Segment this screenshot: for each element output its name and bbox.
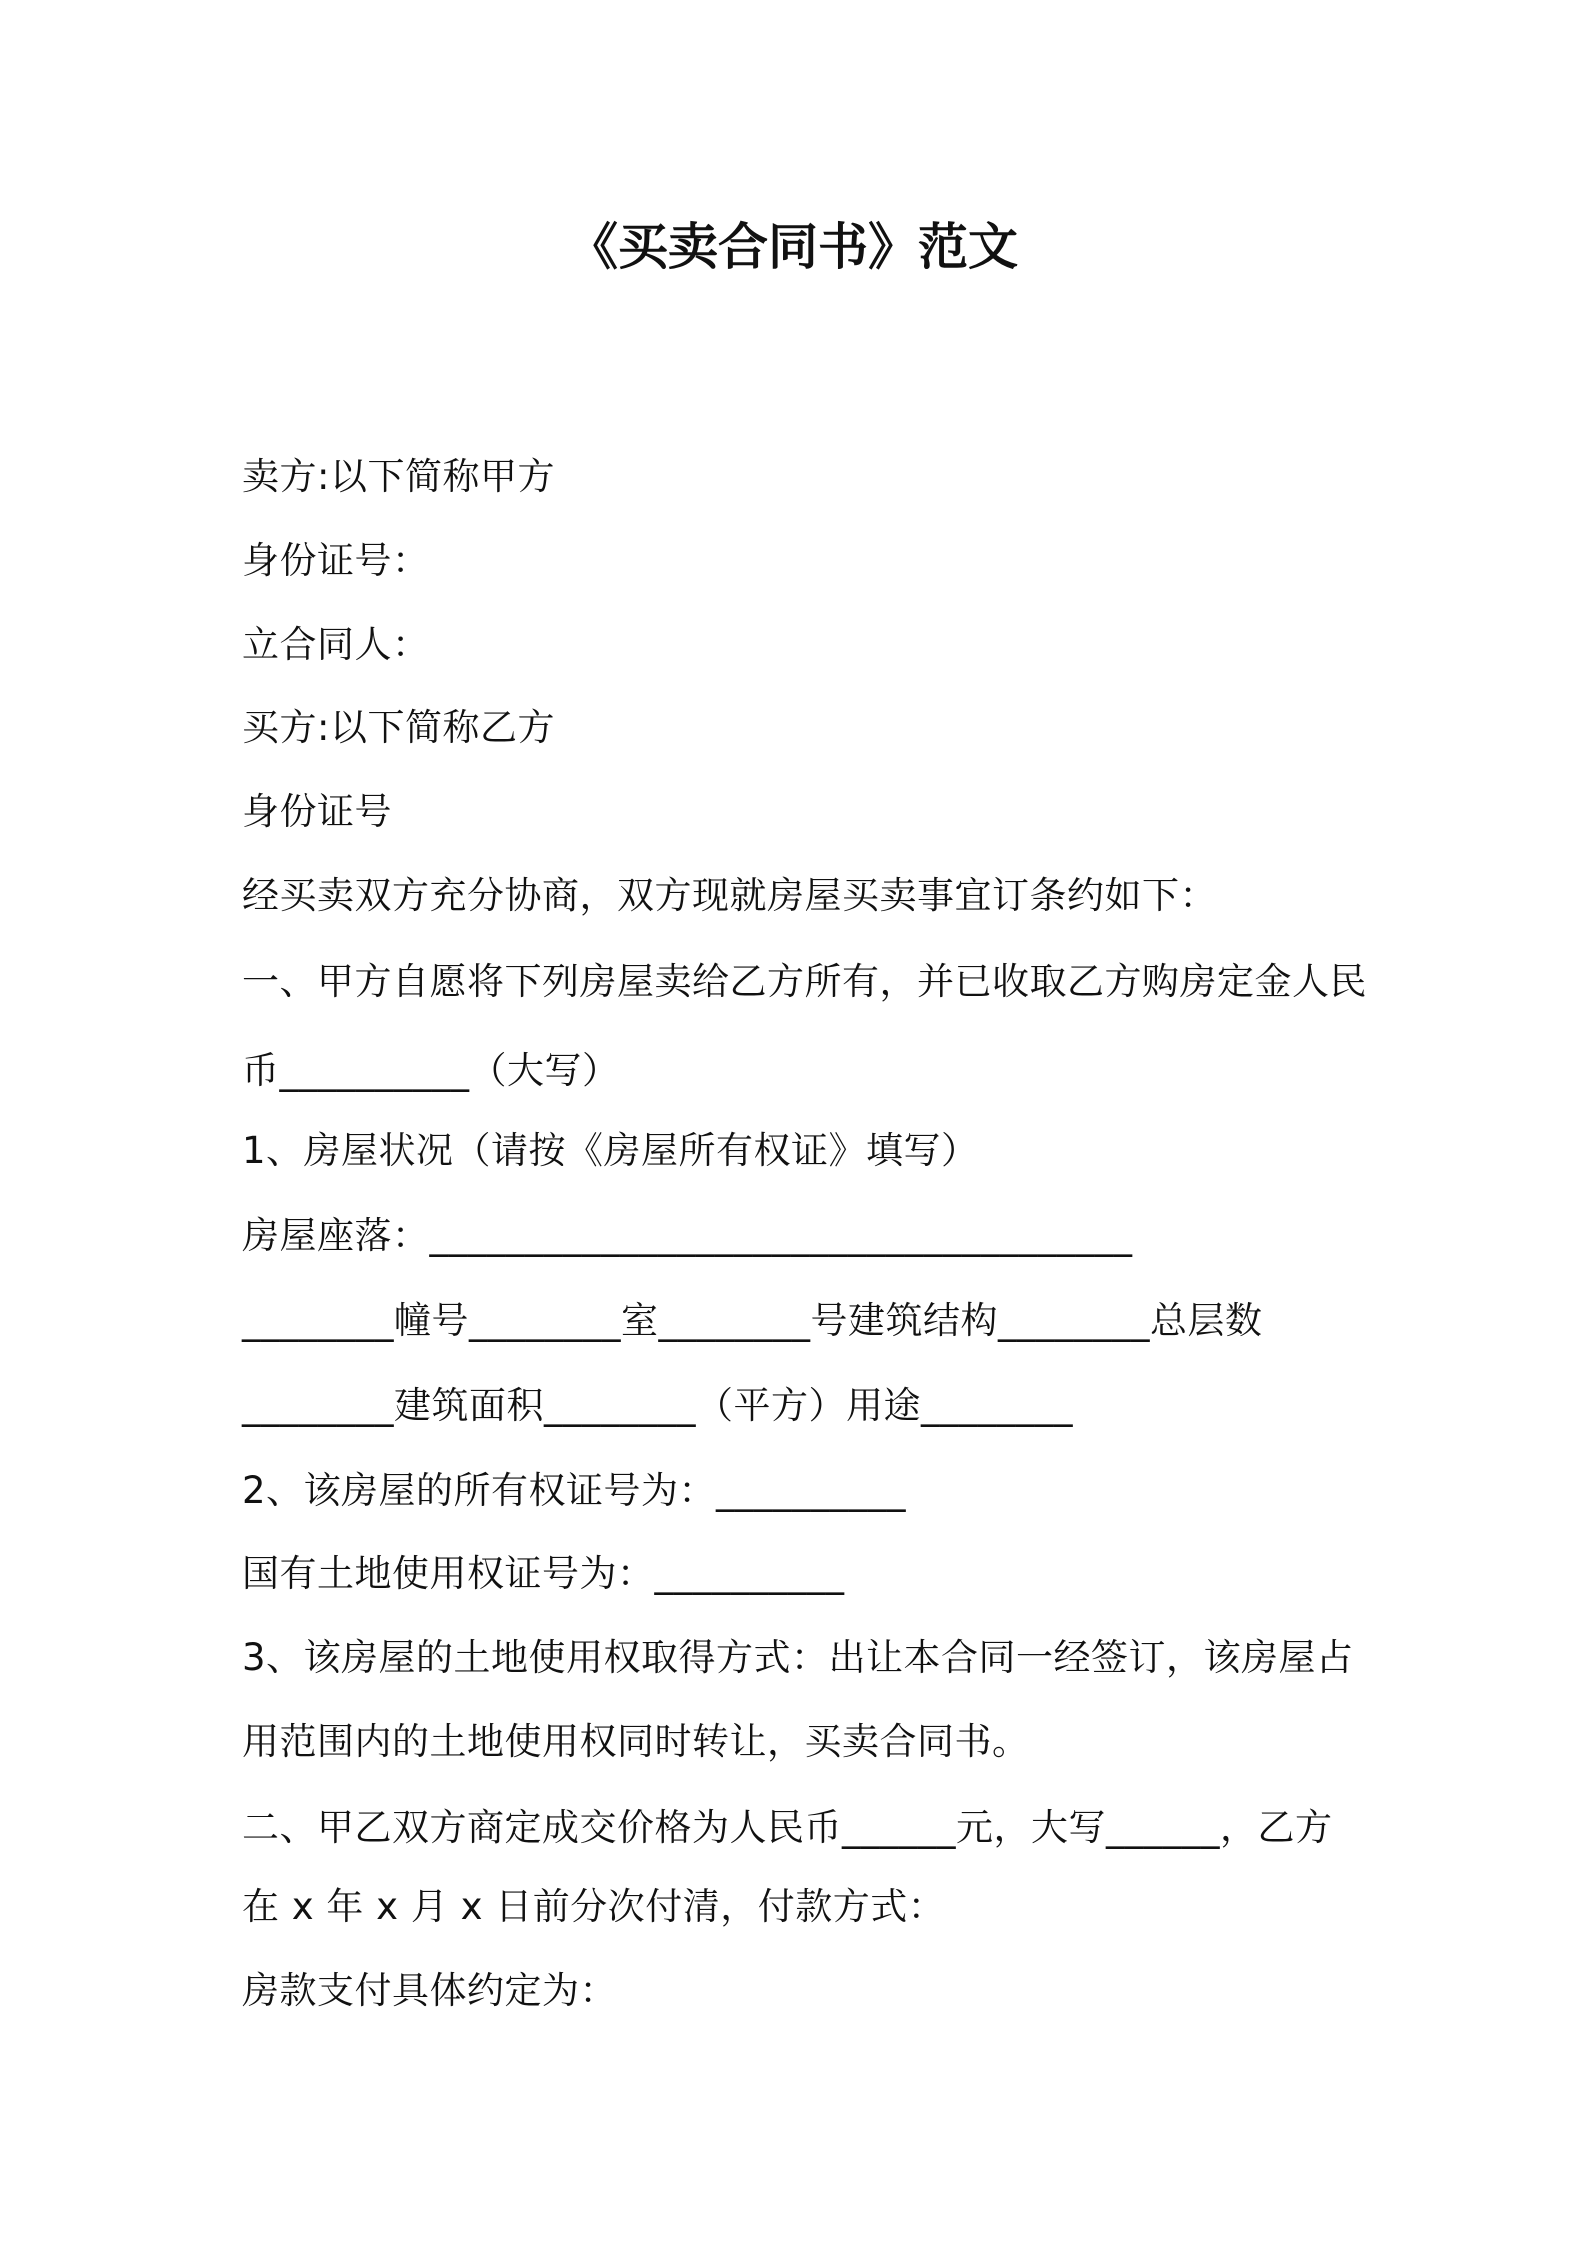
property-status-heading: 1、房屋状况（请按《房屋所有权证》填写） <box>242 1129 979 1172</box>
buyer-line: 买方:以下简称乙方 <box>242 706 555 749</box>
clause-1-line-1: 一、甲方自愿将下列房屋卖给乙方所有，并已收取乙方购房定金人民 <box>242 960 1367 1003</box>
clause-3-line-1: 3、该房屋的土地使用权取得方式：出让本合同一经签订，该房屋占 <box>242 1636 1354 1679</box>
clause-2-line-1: 二、甲乙双方商定成交价格为人民币______元，大写______，乙方 <box>242 1806 1333 1849</box>
payment-terms-line: 房款支付具体约定为： <box>242 1969 617 2012</box>
property-location-line: 房屋座落：_____________________________________ <box>242 1214 1133 1257</box>
property-details-line-1: ________幢号________室________号建筑结构________总层数 <box>242 1299 1263 1342</box>
preamble-line: 经买卖双方充分协商，双方现就房屋买卖事宜订条约如下： <box>242 874 1217 917</box>
land-cert-line: 国有土地使用权证号为：__________ <box>242 1552 845 1595</box>
clause-3-line-2: 用范围内的土地使用权同时转让，买卖合同书。 <box>242 1720 1030 1763</box>
clause-1-line-2: 币__________（大写） <box>242 1049 620 1092</box>
buyer-id-line: 身份证号 <box>242 790 392 833</box>
seller-line: 卖方:以下简称甲方 <box>242 455 555 498</box>
property-details-line-2: ________建筑面积________（平方）用途________ <box>242 1384 1073 1427</box>
seller-id-line: 身份证号： <box>242 539 430 582</box>
ownership-cert-line: 2、该房屋的所有权证号为：__________ <box>242 1469 907 1512</box>
clause-2-line-2: 在 x 年 x 月 x 日前分次付清，付款方式： <box>242 1885 946 1928</box>
contract-signer-line: 立合同人： <box>242 623 430 666</box>
document-title: 《买卖合同书》范文 <box>568 218 1018 276</box>
